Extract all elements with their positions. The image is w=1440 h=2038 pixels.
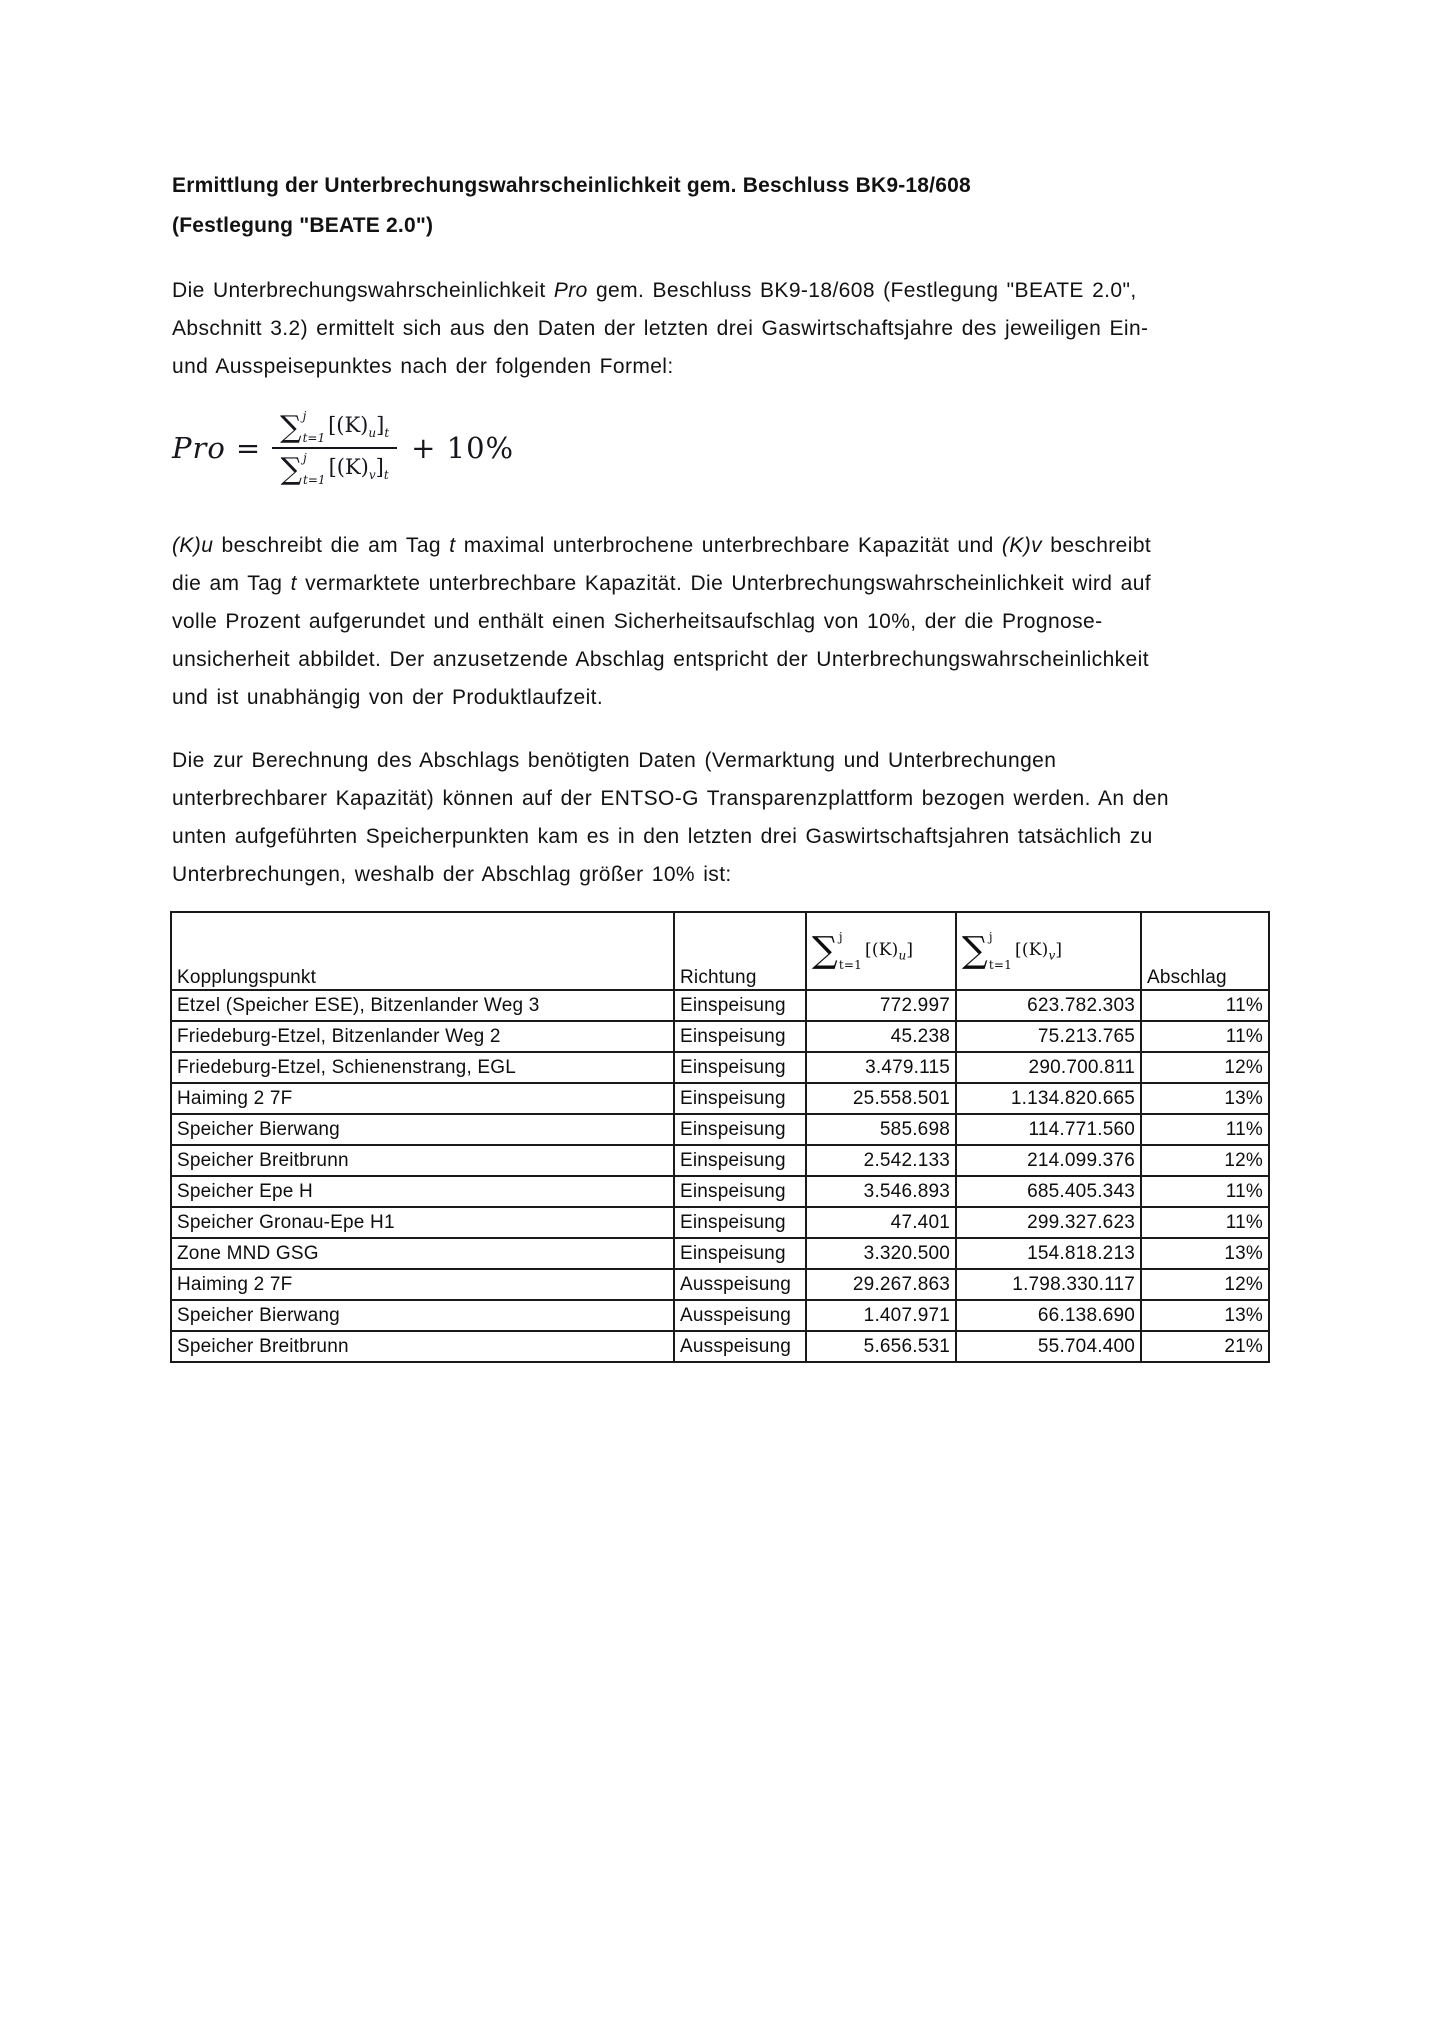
richtung-cell: Einspeisung: [674, 1052, 806, 1083]
sum-lower-limit: t=1: [838, 958, 863, 972]
kv-sum-cell: 66.138.690: [956, 1300, 1141, 1331]
kv-sum-cell: 299.327.623: [956, 1207, 1141, 1238]
text-segment: unten aufgeführten Speicherpunkten kam es in den letzten drei Gaswirtschaftsjahren tatsächlich zu: [172, 825, 1153, 848]
ku-sum-cell: 585.698: [806, 1114, 956, 1145]
text-segment: Die zur Berechnung des Abschlags benötigten Daten (Vermarktung und Unterbrechungen: [172, 749, 1057, 772]
ku-sum-cell: 2.542.133: [806, 1145, 956, 1176]
title-line-2: (Festlegung "BEATE 2.0"): [172, 214, 434, 237]
sum-upper-limit: j: [838, 930, 843, 944]
richtung-cell: Einspeisung: [674, 1114, 806, 1145]
richtung-cell: Einspeisung: [674, 1238, 806, 1269]
text-segment: unterbrechbarer Kapazität) können auf der ENTSO-G Transparenzplattform bezogen werden. An den: [172, 787, 1169, 810]
table-header-row: [171, 912, 1269, 990]
text-line: [172, 641, 1352, 679]
table-row: [171, 1083, 1269, 1114]
fraction-numerator: [272, 410, 397, 449]
header-richtung: Richtung: [674, 912, 806, 990]
ku-sum-cell: 25.558.501: [806, 1083, 956, 1114]
kopplungspunkt-cell: Friedeburg-Etzel, Schienenstrang, EGL: [171, 1052, 674, 1083]
equals-sign: =: [235, 431, 261, 465]
ku-sum-cell: 1.407.971: [806, 1300, 956, 1331]
ku-sum-cell: 47.401: [806, 1207, 956, 1238]
richtung-cell: Ausspeisung: [674, 1331, 806, 1362]
abschlag-cell: 12%: [1141, 1145, 1269, 1176]
text-segment: und ist unabhängig von der Produktlaufzeit.: [172, 686, 604, 709]
sum-operator: [962, 931, 1015, 971]
header-ku-sum: [806, 912, 956, 990]
sum-upper-limit: j: [988, 930, 993, 944]
sum-operator: [281, 452, 329, 486]
kv-term: $[(K)_v]$: [1015, 939, 1063, 963]
header-abschlag: Abschlag: [1141, 912, 1269, 990]
abschlag-cell: 11%: [1141, 990, 1269, 1021]
kv-sum-cell: 290.700.811: [956, 1052, 1141, 1083]
text-line: [172, 780, 1352, 818]
kopplungspunkt-table: [170, 911, 1270, 1363]
ku-sum-cell: 29.267.863: [806, 1269, 956, 1300]
kv-sum-cell: 114.771.560: [956, 1114, 1141, 1145]
abschlag-cell: 13%: [1141, 1238, 1269, 1269]
kv-sum-cell: 214.099.376: [956, 1145, 1141, 1176]
text-segment: Abschnitt 3.2) ermittelt sich aus den Daten der letzten drei Gaswirtschaftsjahre des jeweiligen Ein-: [172, 317, 1149, 340]
kopplungspunkt-cell: Friedeburg-Etzel, Bitzenlander Weg 2: [171, 1021, 674, 1052]
sum-upper-limit: j: [303, 451, 307, 465]
kv-sum-cell: 75.213.765: [956, 1021, 1141, 1052]
text-segment: maximal unterbrochene unterbrechbare Kapazität und: [455, 534, 1002, 557]
abschlag-cell: 12%: [1141, 1052, 1269, 1083]
abschlag-cell: 11%: [1141, 1207, 1269, 1238]
abschlag-cell: 11%: [1141, 1021, 1269, 1052]
table-row: [171, 1145, 1269, 1176]
abschlag-cell: 21%: [1141, 1331, 1269, 1362]
sigma-symbol: ∑: [962, 929, 988, 971]
text-segment: vermarktete unterbrechbare Kapazität. Die Unterbrechungswahrscheinlichkeit wird auf: [296, 572, 1152, 595]
ku-term: $[(K)_u]$: [865, 939, 914, 963]
kopplungspunkt-cell: Speicher Bierwang: [171, 1300, 674, 1331]
text-line: [172, 527, 1352, 565]
text-line: [172, 856, 1352, 894]
header-kv-sum: [956, 912, 1141, 990]
kopplungspunkt-cell: Zone MND GSG: [171, 1238, 674, 1269]
richtung-cell: Einspeisung: [674, 990, 806, 1021]
text-segment: gem. Beschluss BK9-18/608 (Festlegung "BEATE 2.0",: [587, 279, 1137, 302]
kopplungspunkt-cell: Speicher Breitbrunn: [171, 1145, 674, 1176]
abschlag-cell: 11%: [1141, 1114, 1269, 1145]
sum-lower-limit: t=1: [302, 431, 326, 445]
ku-sum-cell: 5.656.531: [806, 1331, 956, 1362]
text-segment: Unterbrechungen, weshalb der Abschlag größer 10% ist:: [172, 863, 732, 886]
table-row: [171, 990, 1269, 1021]
text-line: [172, 565, 1352, 603]
text-line: [172, 742, 1352, 780]
text-line: [172, 818, 1352, 856]
richtung-cell: Einspeisung: [674, 1145, 806, 1176]
ku-sum-cell: 45.238: [806, 1021, 956, 1052]
formula-lhs: Pro: [172, 431, 226, 465]
kv-sum-cell: 1.798.330.117: [956, 1269, 1141, 1300]
table-row: [171, 1269, 1269, 1300]
text-line: [172, 603, 1352, 641]
table-row: [171, 1021, 1269, 1052]
sum-operator: [812, 931, 865, 971]
document-title: [172, 166, 971, 246]
formula-plus-ten-percent: + 10%: [411, 431, 515, 465]
sigma-symbol: ∑: [812, 929, 838, 971]
sum-operator: [280, 410, 328, 444]
text-segment: Die Unterbrechungswahrscheinlichkeit: [172, 279, 554, 302]
sigma-symbol: ∑: [280, 451, 303, 487]
italic-text: (K)v: [1001, 534, 1043, 557]
kopplungspunkt-cell: Etzel (Speicher ESE), Bitzenlander Weg 3: [171, 990, 674, 1021]
richtung-cell: Einspeisung: [674, 1083, 806, 1114]
ku-sum-cell: 3.320.500: [806, 1238, 956, 1269]
paragraph-data-source: [172, 742, 1352, 894]
ku-sum-cell: 3.479.115: [806, 1052, 956, 1083]
text-line: [172, 310, 1352, 348]
kv-sum-cell: 154.818.213: [956, 1238, 1141, 1269]
pro-formula: [172, 402, 514, 494]
kv-sum-cell: 623.782.303: [956, 990, 1141, 1021]
sum-lower-limit: t=1: [303, 473, 326, 487]
text-segment: volle Prozent aufgerundet und enthält einen Sicherheitsaufschlag von 10%, der die Prognose-: [172, 610, 1103, 633]
abschlag-cell: 12%: [1141, 1269, 1269, 1300]
kopplungspunkt-cell: Speicher Bierwang: [171, 1114, 674, 1145]
sum-lower-limit: t=1: [988, 958, 1013, 972]
sum-upper-limit: j: [302, 409, 307, 423]
text-line: [172, 679, 1352, 717]
kopplungspunkt-cell: Speicher Gronau-Epe H1: [171, 1207, 674, 1238]
table-row: [171, 1114, 1269, 1145]
paragraph-definitions: [172, 527, 1352, 717]
abschlag-cell: 13%: [1141, 1083, 1269, 1114]
abschlag-cell: 11%: [1141, 1176, 1269, 1207]
kv-sum-cell: 1.134.820.665: [956, 1083, 1141, 1114]
sigma-symbol: ∑: [280, 409, 302, 445]
text-segment: beschreibt die am Tag: [213, 534, 450, 557]
richtung-cell: Einspeisung: [674, 1176, 806, 1207]
denominator-term: $[(K)_v]_t$: [328, 455, 389, 483]
text-segment: beschreibt: [1042, 534, 1152, 557]
kv-sum-cell: 685.405.343: [956, 1176, 1141, 1207]
italic-text: Pro: [553, 279, 588, 302]
numerator-term: $[(K)_u]_t$: [328, 413, 390, 441]
title-line-1: Ermittlung der Unterbrechungswahrscheinlichkeit gem. Beschluss BK9-18/608: [172, 174, 971, 197]
table-row: [171, 1052, 1269, 1083]
kopplungspunkt-cell: Speicher Breitbrunn: [171, 1331, 674, 1362]
text-line: [172, 348, 1352, 386]
richtung-cell: Ausspeisung: [674, 1269, 806, 1300]
text-segment: unsicherheit abbildet. Der anzusetzende Abschlag entspricht der Unterbrechungswahrscheinlichkeit: [172, 648, 1149, 671]
header-kopplungspunkt: Kopplungspunkt: [171, 912, 674, 990]
fraction-denominator: [273, 449, 397, 486]
italic-text: t: [449, 534, 456, 557]
italic-text: (K)u: [172, 534, 214, 557]
italic-text: t: [290, 572, 297, 595]
ku-sum-cell: 772.997: [806, 990, 956, 1021]
formula-fraction: [272, 410, 397, 486]
richtung-cell: Einspeisung: [674, 1021, 806, 1052]
table-row: [171, 1176, 1269, 1207]
ku-sum-cell: 3.546.893: [806, 1176, 956, 1207]
richtung-cell: Einspeisung: [674, 1207, 806, 1238]
table-row: [171, 1300, 1269, 1331]
table-row: [171, 1238, 1269, 1269]
text-segment: die am Tag: [172, 572, 291, 595]
abschlag-cell: 13%: [1141, 1300, 1269, 1331]
richtung-cell: Ausspeisung: [674, 1300, 806, 1331]
table-row: [171, 1331, 1269, 1362]
paragraph-intro: [172, 272, 1352, 386]
kv-sum-cell: 55.704.400: [956, 1331, 1141, 1362]
text-line: [172, 272, 1352, 310]
table-body: [171, 990, 1269, 1362]
table-row: [171, 1207, 1269, 1238]
text-segment: und Ausspeisepunktes nach der folgenden Formel:: [172, 355, 674, 378]
kopplungspunkt-cell: Speicher Epe H: [171, 1176, 674, 1207]
kopplungspunkt-cell: Haiming 2 7F: [171, 1083, 674, 1114]
kopplungspunkt-cell: Haiming 2 7F: [171, 1269, 674, 1300]
